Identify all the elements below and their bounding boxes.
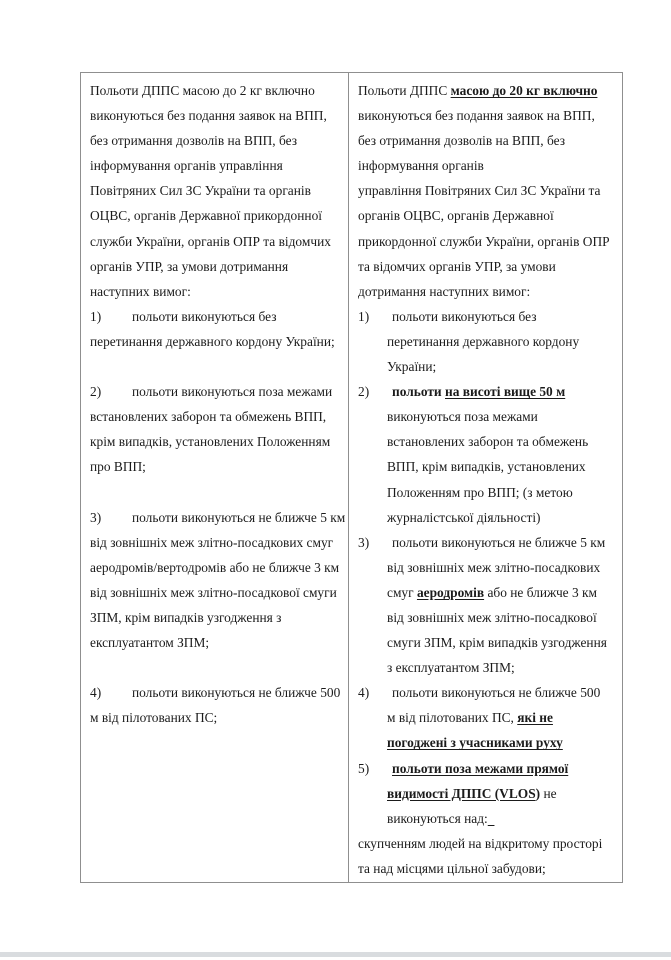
text-run: від зовнішніх меж злітно-посадкової xyxy=(387,609,597,625)
text-run: польоти виконуються не ближче 5 км xyxy=(392,534,606,550)
text-run: виконуються без подання заявок на ВПП, xyxy=(358,108,595,124)
text-content xyxy=(392,756,568,781)
text-line xyxy=(358,203,612,228)
text-run: про ВПП; xyxy=(90,459,146,475)
text-content xyxy=(358,254,556,279)
text-run: та відомчих органів УПР, за умови xyxy=(358,258,556,274)
column-drone-up-to-20kg xyxy=(348,73,622,882)
item-number: 4) xyxy=(90,685,102,701)
text-run: від зовнішніх меж злітно-посадкових xyxy=(387,559,601,575)
text-run: ОЦВС, органів Державної прикордонної xyxy=(90,208,322,224)
text-run: експлуатантом ЗПМ; xyxy=(90,635,210,651)
text-run: дотримання наступних вимог: xyxy=(358,283,531,299)
text-content xyxy=(358,78,597,103)
text-line xyxy=(358,555,612,580)
text-line xyxy=(90,705,338,730)
text-run: України; xyxy=(387,359,437,375)
text-content xyxy=(387,705,553,730)
text-run: скупченням людей на відкритому просторі xyxy=(358,835,603,851)
text-run: від зовнішніх меж злітно-посадкової смуги xyxy=(90,584,337,600)
blank-line xyxy=(90,354,338,379)
text-line xyxy=(90,630,338,655)
item-number: 2) xyxy=(90,384,102,400)
text-run: Повітряних Сил ЗС України та органів xyxy=(90,183,311,199)
text-content xyxy=(90,203,322,228)
text-run: смуг xyxy=(387,584,417,600)
text-run: масою до 20 кг включно xyxy=(450,83,598,98)
text-run: польоти виконуються без xyxy=(392,308,537,324)
text-run: польоти виконуються не ближче 500 xyxy=(392,685,601,701)
text-line xyxy=(90,78,338,103)
text-line xyxy=(90,530,338,555)
text-content xyxy=(387,480,573,505)
text-run: ) xyxy=(535,785,541,801)
text-content xyxy=(392,379,565,404)
text-run: м від пілотованих ПС; xyxy=(90,710,218,726)
item-number: 1) xyxy=(358,308,370,324)
text-run: польоти виконуються поза межами xyxy=(132,384,333,400)
text-content xyxy=(90,555,339,580)
text-run: Положенням про ВПП; (з метою xyxy=(387,484,573,500)
text-content xyxy=(90,78,315,103)
text-content xyxy=(387,555,600,580)
text-line xyxy=(358,78,612,103)
text-content xyxy=(90,530,333,555)
item-number: 3) xyxy=(90,509,102,525)
text-run: на висоті вище 50 м xyxy=(445,384,566,400)
text-line xyxy=(358,128,612,153)
text-line xyxy=(90,203,338,228)
text-run: ВПП, крім випадків, установлених xyxy=(387,459,586,475)
text-run: без отримання дозволів на ВПП, без xyxy=(358,133,566,149)
text-content xyxy=(358,229,610,254)
text-line xyxy=(358,229,612,254)
bottom-edge-strip xyxy=(0,952,671,957)
text-content xyxy=(387,605,597,630)
text-line xyxy=(358,404,612,429)
text-run: які не xyxy=(517,710,553,726)
text-run: інформування органів xyxy=(358,158,484,174)
text-line xyxy=(90,254,338,279)
text-run: журналістської діяльності) xyxy=(387,509,541,525)
text-run: встановлених заборон та обмежень xyxy=(387,434,589,450)
text-line xyxy=(90,429,338,454)
text-content xyxy=(90,630,209,655)
item-number: 1) xyxy=(90,308,102,324)
text-content xyxy=(90,178,311,203)
text-line xyxy=(358,429,612,454)
text-content xyxy=(387,655,515,680)
text-content xyxy=(358,103,595,128)
text-line xyxy=(358,705,612,730)
text-content xyxy=(132,505,345,530)
text-line xyxy=(90,605,338,630)
text-run: виконуються без подання заявок на ВПП, xyxy=(90,108,327,124)
text-line xyxy=(90,178,338,203)
text-line xyxy=(358,178,612,203)
text-content xyxy=(387,329,579,354)
text-run: не xyxy=(540,785,557,801)
text-run: служби України, органів ОПР та відомчих xyxy=(90,233,331,249)
text-line xyxy=(90,329,338,354)
text-run: видимості ДППС (VLOS xyxy=(387,785,536,801)
text-content xyxy=(392,530,605,555)
text-content xyxy=(90,279,191,304)
text-run: аеродромів/вертодромів або не ближче 3 км xyxy=(90,559,340,575)
text-run: виконуються над: xyxy=(387,810,488,826)
list-item-line xyxy=(90,304,338,329)
text-content xyxy=(90,329,335,354)
list-item-line xyxy=(90,680,341,705)
text-line xyxy=(358,630,612,655)
text-line xyxy=(90,103,338,128)
text-content xyxy=(90,605,281,630)
text-content xyxy=(392,304,537,329)
text-line xyxy=(358,856,612,881)
text-run: перетинання державного кордону України; xyxy=(90,333,335,349)
text-run: з експлуатантом ЗПМ; xyxy=(387,660,515,676)
text-content xyxy=(90,705,217,730)
text-line xyxy=(90,555,338,580)
text-line xyxy=(358,329,612,354)
text-content xyxy=(387,806,494,831)
list-item-line xyxy=(358,530,612,555)
text-line xyxy=(358,103,612,128)
text-line xyxy=(90,229,338,254)
text-line xyxy=(358,279,612,304)
item-number: 3) xyxy=(358,534,370,550)
text-line xyxy=(90,404,338,429)
text-run: без отримання дозволів на ВПП, без xyxy=(90,133,298,149)
text-run: Польоти ДППС масою до 2 кг включно xyxy=(90,83,315,98)
text-line xyxy=(358,153,612,178)
item-number: 5) xyxy=(358,760,370,776)
text-content xyxy=(358,153,484,178)
text-line xyxy=(90,279,338,304)
text-content xyxy=(387,730,563,755)
text-run: перетинання державного кордону xyxy=(387,333,580,349)
text-content xyxy=(358,279,530,304)
text-line xyxy=(90,454,338,479)
text-run: інформування органів управління xyxy=(90,158,283,174)
text-run: м від пілотованих ПС, xyxy=(387,710,518,726)
text-content xyxy=(392,680,600,705)
text-run xyxy=(488,811,495,826)
text-run: управління Повітряних Сил ЗС України та xyxy=(358,183,601,199)
text-line xyxy=(358,454,612,479)
text-content xyxy=(387,354,436,379)
text-line xyxy=(358,505,612,530)
text-content xyxy=(387,781,557,806)
text-run: або не ближче 3 км xyxy=(484,584,597,600)
text-run: Польоти ДППС xyxy=(358,83,451,98)
text-line xyxy=(358,254,612,279)
text-run: погоджені з учасниками руху xyxy=(387,735,563,751)
text-content xyxy=(387,580,597,605)
text-content xyxy=(90,254,288,279)
text-content xyxy=(387,505,541,530)
text-run: польоти поза межами прямої xyxy=(392,760,569,776)
text-run: прикордонної служби України, органів ОПР xyxy=(358,233,610,249)
list-item-line xyxy=(358,680,612,705)
text-content xyxy=(90,103,327,128)
text-run: смуги ЗПМ, крім випадків узгодження xyxy=(387,635,607,651)
text-line xyxy=(358,806,612,831)
text-run: від зовнішніх меж злітно-посадкових смуг xyxy=(90,534,334,550)
text-content xyxy=(90,128,297,153)
text-line xyxy=(358,781,612,806)
text-content xyxy=(132,304,277,329)
text-run: встановлених заборон та обмежень ВПП, xyxy=(90,409,327,425)
text-content xyxy=(90,229,331,254)
text-content xyxy=(387,429,588,454)
text-content xyxy=(90,580,337,605)
text-run: польоти виконуються без xyxy=(132,308,277,324)
text-line xyxy=(90,128,338,153)
text-run: та над місцями цільної забудови; xyxy=(358,860,546,876)
text-line xyxy=(90,153,338,178)
text-run: виконуються поза межами xyxy=(387,409,538,425)
regulations-comparison-table xyxy=(80,72,623,883)
list-item-line xyxy=(358,304,612,329)
list-item-line xyxy=(358,379,612,404)
text-content xyxy=(358,128,565,153)
text-run: органів УПР, за умови дотримання xyxy=(90,258,289,274)
text-content xyxy=(90,429,330,454)
text-content xyxy=(358,856,546,881)
text-line xyxy=(358,480,612,505)
list-item-line xyxy=(90,379,338,404)
text-line xyxy=(358,354,612,379)
text-content xyxy=(387,630,607,655)
text-run: польоти xyxy=(392,384,445,400)
column-drone-up-to-2kg xyxy=(81,73,348,882)
text-content xyxy=(387,404,538,429)
text-content xyxy=(358,831,602,856)
text-content xyxy=(387,454,586,479)
text-line xyxy=(358,730,612,755)
text-run: ЗПМ, крім випадків узгодження з xyxy=(90,609,282,625)
text-run: крім випадків, установлених Положенням xyxy=(90,434,331,450)
text-run: аеродромів xyxy=(416,584,485,600)
text-line xyxy=(358,655,612,680)
text-run: наступних вимог: xyxy=(90,283,191,299)
blank-line xyxy=(90,480,338,505)
text-content xyxy=(132,379,332,404)
text-content xyxy=(358,178,600,203)
blank-line xyxy=(90,655,338,680)
text-run: польоти виконуються не ближче 500 xyxy=(132,685,341,701)
text-run: органів ОЦВС, органів Державної xyxy=(358,208,554,224)
text-content xyxy=(358,203,554,228)
text-content xyxy=(90,454,146,479)
text-line xyxy=(358,605,612,630)
text-line xyxy=(90,580,338,605)
list-item-line xyxy=(90,505,346,530)
text-content xyxy=(90,404,326,429)
item-number: 4) xyxy=(358,685,370,701)
text-line xyxy=(358,831,612,856)
list-item-line xyxy=(358,756,612,781)
text-content xyxy=(90,153,283,178)
text-content xyxy=(132,680,340,705)
item-number: 2) xyxy=(358,384,370,400)
text-line xyxy=(358,580,612,605)
text-run: польоти виконуються не ближче 5 км xyxy=(132,509,346,525)
